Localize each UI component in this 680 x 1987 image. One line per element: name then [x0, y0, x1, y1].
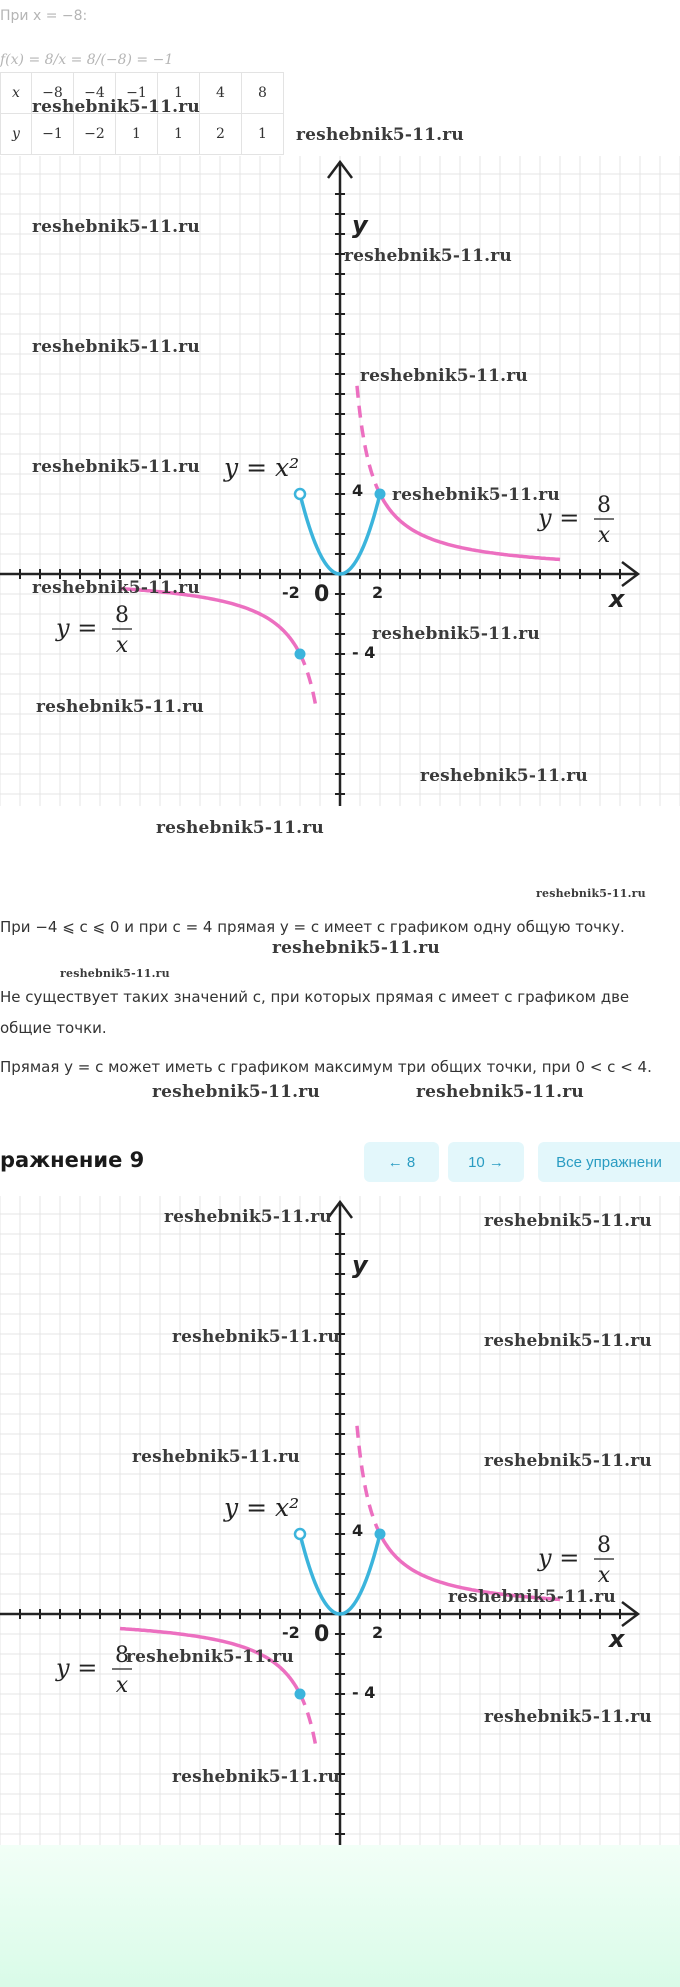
watermark: reshebnik5-11.ru: [416, 1082, 584, 1102]
table-cell: −2: [74, 114, 116, 155]
watermark: reshebnik5-11.ru: [536, 887, 646, 900]
open-point: [295, 489, 305, 499]
watermark: reshebnik5-11.ru: [272, 938, 440, 958]
watermark: reshebnik5-11.ru: [484, 1707, 652, 1727]
watermark: reshebnik5-11.ru: [32, 337, 200, 357]
svg-text:8: 8: [597, 1533, 611, 1558]
watermark: reshebnik5-11.ru: [164, 1207, 332, 1227]
x-axis-label: x: [609, 1625, 625, 1653]
watermark: reshebnik5-11.ru: [32, 578, 200, 598]
tick-label-neg4: - 4: [352, 643, 376, 662]
closed-point: [375, 489, 386, 500]
graph-2: [0, 1196, 680, 1846]
watermark: reshebnik5-11.ru: [156, 818, 324, 838]
tick-label-neg2: -2: [282, 1623, 300, 1642]
table-cell: 1: [158, 73, 200, 114]
parabola-label: y = x²: [224, 1493, 300, 1522]
svg-text:x: x: [597, 523, 611, 548]
tick-label-neg2: -2: [282, 583, 300, 602]
watermark: reshebnik5-11.ru: [36, 697, 204, 717]
table-cell: −8: [32, 73, 74, 114]
watermark: reshebnik5-11.ru: [296, 125, 464, 145]
x-axis-label: x: [609, 585, 625, 613]
y-axis-label: y: [352, 1251, 368, 1279]
watermark: reshebnik5-11.ru: [372, 624, 540, 644]
watermark: reshebnik5-11.ru: [448, 1587, 616, 1607]
exercise-title: ражнение 9: [0, 1148, 145, 1172]
svg-text:8: 8: [115, 603, 129, 628]
next-exercise-button[interactable]: 10 →: [448, 1142, 524, 1182]
table-row: [1, 114, 284, 155]
table-cell: −1: [116, 73, 158, 114]
svg-text:y =: y =: [538, 1544, 580, 1572]
answer-line-1: При −4 ⩽ c ⩽ 0 и при c = 4 прямая y = c имеет с графиком одну общую точку.: [0, 918, 625, 936]
watermark: reshebnik5-11.ru: [32, 457, 200, 477]
watermark: reshebnik5-11.ru: [32, 217, 200, 237]
watermark: reshebnik5-11.ru: [132, 1447, 300, 1467]
tick-label-2: 2: [372, 1623, 384, 1642]
watermark: reshebnik5-11.ru: [420, 766, 588, 786]
tick-label-zero: 0: [314, 582, 330, 607]
svg-text:x: x: [115, 633, 129, 658]
all-exercises-button[interactable]: Все упражнени: [538, 1142, 680, 1182]
closed-point: [375, 1529, 386, 1540]
watermark: reshebnik5-11.ru: [126, 1647, 294, 1667]
prev-exercise-button[interactable]: ← 8: [364, 1142, 439, 1182]
watermark: reshebnik5-11.ru: [360, 366, 528, 386]
watermark: reshebnik5-11.ru: [152, 1082, 320, 1102]
watermark: reshebnik5-11.ru: [172, 1767, 340, 1787]
formula-text: f(x) = 8/x = 8/(−8) = −1: [0, 52, 174, 68]
closed-point: [295, 649, 306, 660]
watermark: reshebnik5-11.ru: [392, 485, 560, 505]
table-cell: 1: [158, 114, 200, 155]
watermark: reshebnik5-11.ru: [32, 97, 200, 117]
watermark: reshebnik5-11.ru: [484, 1451, 652, 1471]
footer-band: [0, 1845, 680, 1987]
open-point: [295, 1529, 305, 1539]
tick-label-4: 4: [352, 481, 364, 500]
tick-label-zero: 0: [314, 1622, 330, 1647]
tick-label-4: 4: [352, 1521, 364, 1540]
table-cell: 2: [200, 114, 242, 155]
answer-line-3: Прямая y = c может иметь с графиком максимум три общих точки, при 0 < c < 4.: [0, 1058, 652, 1076]
table-cell: 1: [116, 114, 158, 155]
svg-text:x: x: [597, 1563, 611, 1588]
watermark: reshebnik5-11.ru: [484, 1331, 652, 1351]
watermark: reshebnik5-11.ru: [344, 246, 512, 266]
watermark: reshebnik5-11.ru: [60, 967, 170, 980]
table-cell: 1: [242, 114, 284, 155]
svg-text:y =: y =: [56, 1654, 98, 1682]
tick-label-2: 2: [372, 583, 384, 602]
svg-text:y =: y =: [56, 614, 98, 642]
tick-label-neg4: - 4: [352, 1683, 376, 1702]
table-cell: 4: [200, 73, 242, 114]
table-cell: −4: [74, 73, 116, 114]
closed-point: [295, 1689, 306, 1700]
table-cell: 8: [242, 73, 284, 114]
svg-text:8: 8: [597, 493, 611, 518]
svg-text:x: x: [115, 1673, 129, 1698]
watermark: reshebnik5-11.ru: [172, 1327, 340, 1347]
answer-line-2: Не существует таких значений c, при которых прямая c имеет с графиком две общие точки.: [0, 988, 630, 1037]
watermark: reshebnik5-11.ru: [484, 1211, 652, 1231]
table-header-y: y: [1, 114, 32, 155]
table-header-x: x: [1, 73, 32, 114]
intro-text: При x = −8:: [0, 8, 88, 24]
svg-text:y =: y =: [538, 504, 580, 532]
parabola-label: y = x²: [224, 453, 300, 482]
svg-text:8: 8: [115, 1643, 129, 1668]
table-cell: −1: [32, 114, 74, 155]
y-axis-label: y: [352, 211, 368, 239]
